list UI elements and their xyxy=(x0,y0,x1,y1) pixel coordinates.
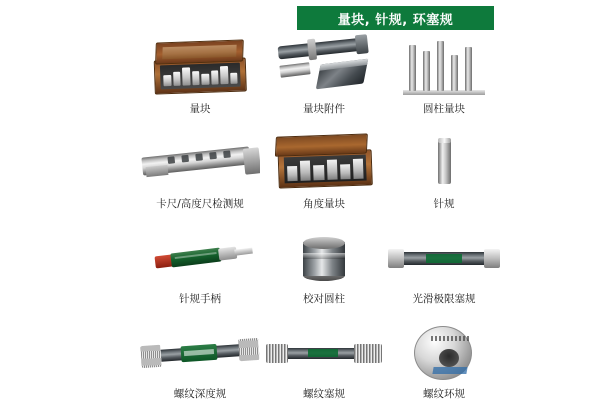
header-banner xyxy=(297,6,494,30)
product-cell-thread-depth-gauge[interactable] xyxy=(140,319,260,400)
angle-gauge-block-case-icon xyxy=(266,129,382,197)
product-caption: 螺纹塞规 xyxy=(303,388,345,400)
product-cell-pin-gauge-handle[interactable] xyxy=(140,224,260,317)
product-caption: 光滑极限塞规 xyxy=(412,293,476,305)
product-caption: 针规 xyxy=(433,198,455,210)
caliper-height-gauge-checker-icon xyxy=(140,129,260,197)
page-title: 量块, 针规, 环塞规 xyxy=(337,12,454,28)
product-cell-gauge-block-accessories[interactable] xyxy=(266,34,382,127)
product-caption: 针规手柄 xyxy=(179,293,221,305)
product-caption: 圆柱量块 xyxy=(423,103,465,115)
thread-ring-gauge-icon xyxy=(388,319,500,387)
product-grid xyxy=(140,34,476,400)
product-cell-caliper-height-gauge-checker[interactable] xyxy=(140,129,260,222)
plain-limit-plug-gauge-icon xyxy=(388,224,500,292)
master-setting-cylinder-icon xyxy=(266,224,382,292)
pin-gauge-icon xyxy=(388,129,500,197)
product-cell-pin-gauge[interactable] xyxy=(388,129,500,222)
gauge-block-accessories-icon xyxy=(266,34,382,102)
cylindrical-gauge-blocks-icon xyxy=(388,34,500,102)
product-cell-plain-limit-plug-gauge[interactable] xyxy=(388,224,500,317)
gauge-block-wooden-case-icon xyxy=(140,34,260,102)
product-caption: 校对圆柱 xyxy=(303,293,345,305)
product-cell-angle-gauge-block[interactable] xyxy=(266,129,382,222)
product-cell-gauge-block[interactable] xyxy=(140,34,260,127)
product-cell-thread-ring-gauge[interactable] xyxy=(388,319,500,400)
product-caption: 螺纹环规 xyxy=(423,388,465,400)
product-caption: 量块 xyxy=(189,103,211,115)
thread-depth-gauge-icon xyxy=(140,319,260,387)
product-cell-master-setting-cylinder[interactable] xyxy=(266,224,382,317)
product-cell-cylindrical-gauge-blocks[interactable] xyxy=(388,34,500,127)
product-caption: 角度量块 xyxy=(303,198,345,210)
thread-plug-gauge-icon xyxy=(266,319,382,387)
product-cell-thread-plug-gauge[interactable] xyxy=(266,319,382,400)
product-caption: 量块附件 xyxy=(303,103,345,115)
product-caption: 卡尺/高度尺检测规 xyxy=(156,198,244,210)
pin-gauge-handle-icon xyxy=(140,224,260,292)
product-caption: 螺纹深度规 xyxy=(173,388,227,400)
